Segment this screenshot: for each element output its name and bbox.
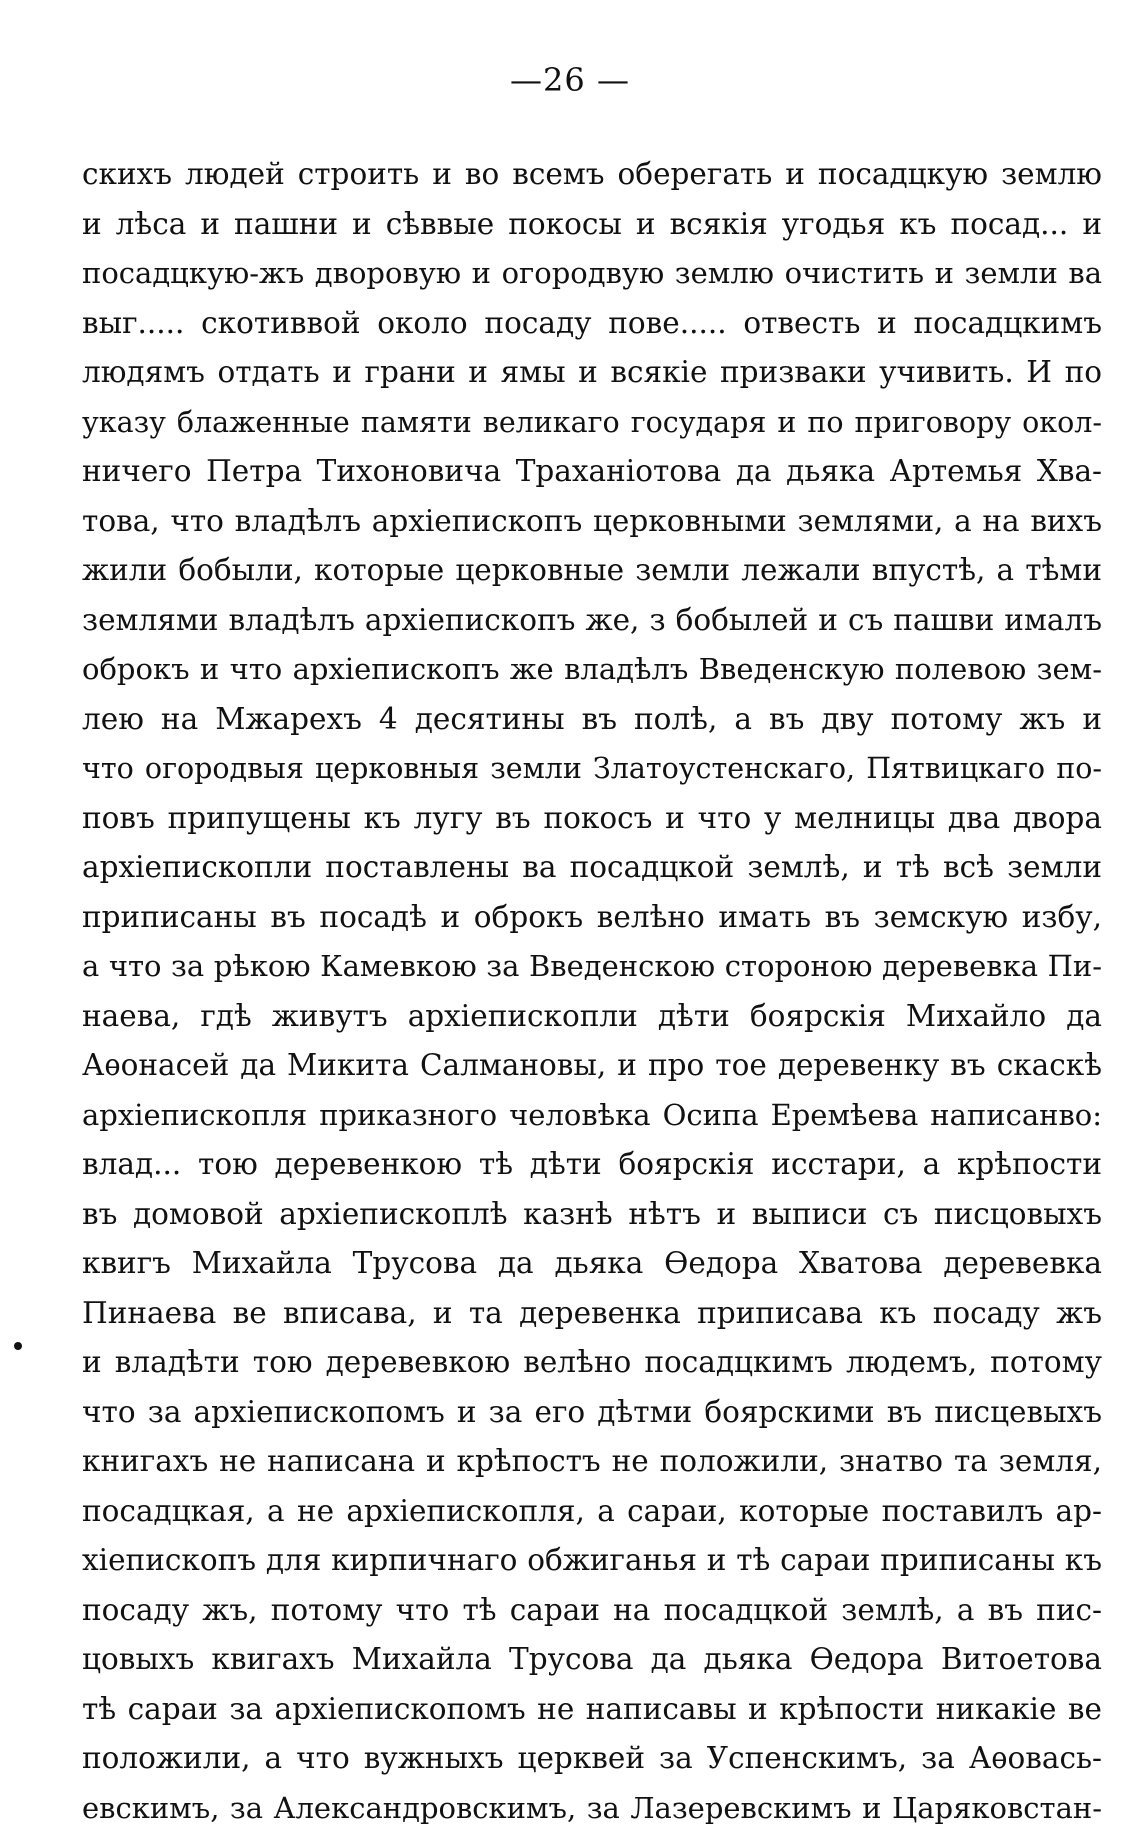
text-line: а что за рѣкою Камевкою за Введенскою стороною деревевка Пи-	[82, 949, 1102, 983]
text-line: книгахъ не написана и крѣпостъ не положили, знатво та земля,	[82, 1444, 1102, 1478]
text-line: и владѣти тою деревевкою велѣно посадцкимъ людемъ, потому	[82, 1345, 1102, 1379]
text-line: повъ припущены къ лугу въ покосъ и что у мелницы два двора	[82, 800, 1102, 835]
text-line: оброкъ и что архіепископъ же владѣлъ Введенскую полевою зем-	[82, 652, 1102, 686]
text-line: что огородвыя церковныя земли Златоустенскаго, Пятвицкаго по-	[82, 752, 1102, 785]
text-line: това, что владѣлъ архіепископъ церковными землями, а на вихъ	[82, 503, 1102, 538]
text-line: приписаны въ посадѣ и оброкъ велѣно имать въ земскую избу,	[82, 899, 1102, 934]
text-line: и лѣса и пашни и сѣввые покосы и всякія угодья къ посад... и	[82, 206, 1102, 241]
text-line: жили бобыли, которые церковные земли лежали впустѣ, а тѣми	[82, 553, 1102, 587]
body-text	[82, 150, 1102, 1833]
page-number: —26 —	[510, 61, 630, 99]
text-line: посадцкую-жъ дворовую и огородвую землю очистить и земли ва	[82, 256, 1102, 290]
text-line: людямъ отдать и грани и ямы и всякіе призваки учивить. И по	[82, 355, 1102, 389]
text-line: посадцкая, а не архіепископля, а сараи, которые поставилъ ар-	[82, 1493, 1102, 1528]
text-line: лею на Мжарехъ 4 десятины въ полѣ, а въ дву потому жъ и	[82, 701, 1102, 736]
text-line: Пинаева ве вписава, и та деревенка приписава къ посаду жъ	[82, 1295, 1102, 1330]
text-line: архіепископли поставлены ва посадцкой землѣ, и тѣ всѣ земли	[82, 850, 1102, 884]
text-line: евскимъ, за Александровскимъ, за Лазеревскимъ и Царяковстан-	[82, 1790, 1102, 1825]
text-line: хіепископъ для кирпичнаго обжиганья и тѣ сараи приписаны къ	[82, 1543, 1102, 1577]
text-line: въ домовой архіепископлѣ казнѣ нѣтъ и выписи съ писцовыхъ	[82, 1196, 1102, 1231]
text-line: цовыхъ квигахъ Михайла Трусова да дьяка Ѳедора Витоетова	[82, 1642, 1102, 1676]
text-line: положили, а что вужныхъ церквей за Успенскимъ, за Аѳовась-	[82, 1741, 1102, 1775]
text-line: квигъ Михайла Трусова да дьяка Ѳедора Хватова деревевка	[82, 1246, 1102, 1280]
text-line: указу блаженные памяти великаго государя и по приговору окол-	[82, 405, 1102, 439]
text-line: наева, гдѣ живутъ архіепископли дѣти боярскія Михайло да	[82, 998, 1102, 1033]
text-line: скихъ людей строить и во всемъ оберегать и посадцкую землю	[82, 157, 1102, 191]
text-line: выг..... скотиввой около посаду пове..... отвесть и посадцкимъ	[82, 305, 1102, 340]
margin-dot	[14, 1342, 22, 1350]
text-line: ничего Петра Тихоновича Траханіотова да дьяка Артемья Хва-	[82, 454, 1102, 488]
text-line: землями владѣлъ архіепископъ же, з бобылей и съ пашви ималъ	[82, 602, 1102, 637]
text-line: тѣ сараи за архіепископомъ не написавы и крѣпости никакіе ве	[82, 1691, 1102, 1726]
text-line: архіепископля приказного человѣка Осипа Еремѣева написанво:	[82, 1097, 1102, 1132]
text-line: влад... тою деревенкою тѣ дѣти боярскія исстари, а крѣпости	[82, 1147, 1102, 1181]
text-line: что за архіепископомъ и за его дѣтми боярскими въ писцевыхъ	[82, 1394, 1102, 1429]
text-line: Аѳонасей да Микита Салмановы, и про тое деревенку въ скаскѣ	[82, 1048, 1102, 1082]
text-line: посаду жъ, потому что тѣ сараи на посадцкой землѣ, а въ пис-	[82, 1592, 1102, 1627]
